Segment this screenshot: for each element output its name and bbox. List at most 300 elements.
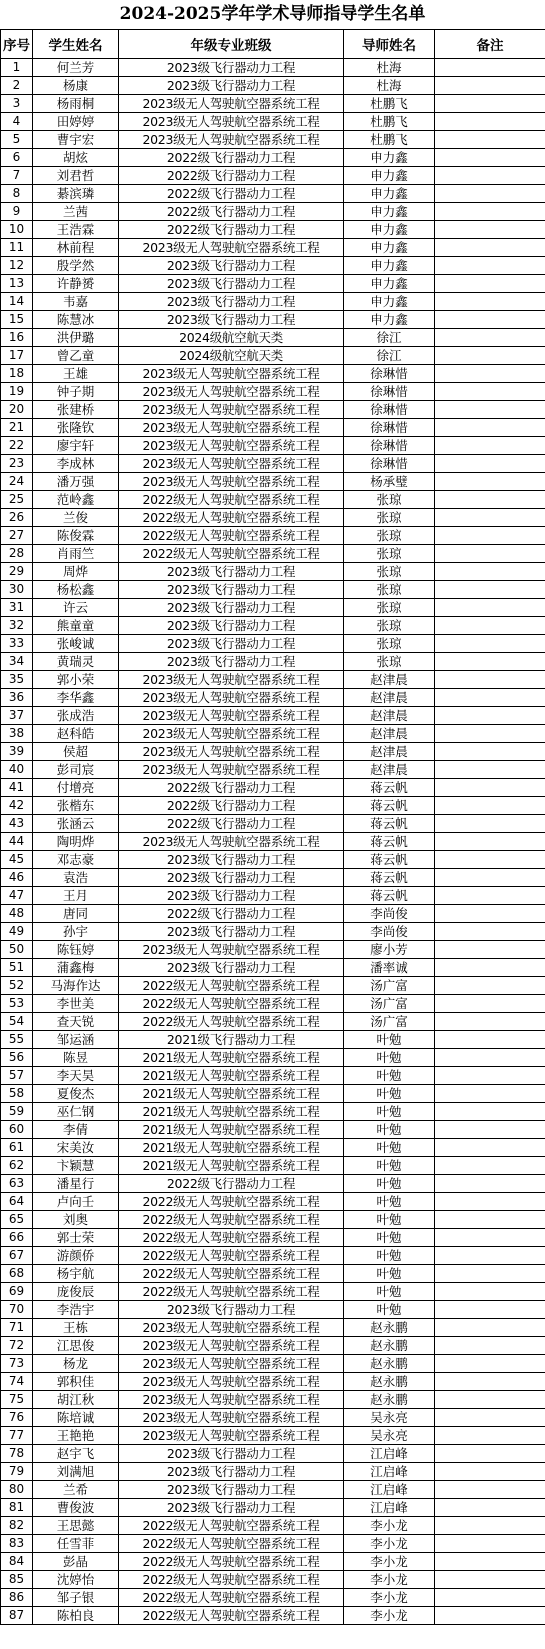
remark-cell <box>435 1049 545 1067</box>
student-name-cell: 兰俊 <box>33 509 119 527</box>
student-name-cell: 潘万强 <box>33 473 119 491</box>
table-row <box>1 275 545 293</box>
class-cell: 2021级无人驾驶航空器系统工程 <box>119 1103 344 1121</box>
row-index-cell: 38 <box>1 725 33 743</box>
remark-cell <box>435 1013 545 1031</box>
class-cell: 2021级无人驾驶航空器系统工程 <box>119 1085 344 1103</box>
row-index-cell: 76 <box>1 1409 33 1427</box>
class-cell: 2023级无人驾驶航空器系统工程 <box>119 671 344 689</box>
class-cell: 2023级飞行器动力工程 <box>119 887 344 905</box>
student-name-cell: 陈培诚 <box>33 1409 119 1427</box>
table-row <box>1 1229 545 1247</box>
class-cell: 2022级无人驾驶航空器系统工程 <box>119 977 344 995</box>
class-cell: 2023级飞行器动力工程 <box>119 869 344 887</box>
remark-cell <box>435 1247 545 1265</box>
remark-cell <box>435 779 545 797</box>
class-cell: 2023级无人驾驶航空器系统工程 <box>119 743 344 761</box>
table-row <box>1 473 545 491</box>
row-index-cell: 14 <box>1 293 33 311</box>
remark-cell <box>435 1445 545 1463</box>
remark-cell <box>435 1355 545 1373</box>
class-cell: 2021级无人驾驶航空器系统工程 <box>119 1049 344 1067</box>
remark-cell <box>435 761 545 779</box>
table-row <box>1 419 545 437</box>
student-name-cell: 卞颖慧 <box>33 1157 119 1175</box>
advisor-cell: 叶勉 <box>344 1265 435 1283</box>
student-name-cell: 曾乙童 <box>33 347 119 365</box>
remark-cell <box>435 1265 545 1283</box>
remark-cell <box>435 815 545 833</box>
table-row <box>1 1463 545 1481</box>
class-cell: 2023级无人驾驶航空器系统工程 <box>119 689 344 707</box>
student-name-cell: 曹宇宏 <box>33 131 119 149</box>
class-cell: 2023级无人驾驶航空器系统工程 <box>119 761 344 779</box>
row-index-cell: 10 <box>1 221 33 239</box>
student-name-cell: 钟子期 <box>33 383 119 401</box>
class-cell: 2022级飞行器动力工程 <box>119 221 344 239</box>
student-name-cell: 胡江秋 <box>33 1391 119 1409</box>
remark-cell <box>435 95 545 113</box>
remark-cell <box>435 77 545 95</box>
advisor-cell: 叶勉 <box>344 1067 435 1085</box>
student-name-cell: 郭小荣 <box>33 671 119 689</box>
row-index-cell: 79 <box>1 1463 33 1481</box>
advisor-cell: 吴永亮 <box>344 1409 435 1427</box>
table-row <box>1 851 545 869</box>
advisor-cell: 蒋云帆 <box>344 815 435 833</box>
table-row <box>1 401 545 419</box>
row-index-cell: 68 <box>1 1265 33 1283</box>
student-name-cell: 王浩霖 <box>33 221 119 239</box>
class-cell: 2023级无人驾驶航空器系统工程 <box>119 1337 344 1355</box>
class-cell: 2023级飞行器动力工程 <box>119 1463 344 1481</box>
table-row <box>1 653 545 671</box>
table-row <box>1 797 545 815</box>
student-name-cell: 巫仁钢 <box>33 1103 119 1121</box>
advisor-cell: 叶勉 <box>344 1175 435 1193</box>
student-name-cell: 张楷东 <box>33 797 119 815</box>
row-index-cell: 36 <box>1 689 33 707</box>
student-name-cell: 江思俊 <box>33 1337 119 1355</box>
remark-cell <box>435 1067 545 1085</box>
class-cell: 2022级飞行器动力工程 <box>119 815 344 833</box>
row-index-cell: 62 <box>1 1157 33 1175</box>
row-index-cell: 29 <box>1 563 33 581</box>
class-cell: 2023级无人驾驶航空器系统工程 <box>119 707 344 725</box>
table-row <box>1 563 545 581</box>
row-index-cell: 1 <box>1 59 33 77</box>
remark-cell <box>435 1409 545 1427</box>
table-row <box>1 671 545 689</box>
student-name-cell: 王思懿 <box>33 1517 119 1535</box>
table-row <box>1 815 545 833</box>
remark-cell <box>435 293 545 311</box>
class-cell: 2023级飞行器动力工程 <box>119 59 344 77</box>
student-name-cell: 刘君哲 <box>33 167 119 185</box>
advisor-cell: 申力鑫 <box>344 203 435 221</box>
row-index-cell: 19 <box>1 383 33 401</box>
advisor-cell: 叶勉 <box>344 1193 435 1211</box>
class-cell: 2022级无人驾驶航空器系统工程 <box>119 545 344 563</box>
class-cell: 2022级无人驾驶航空器系统工程 <box>119 1589 344 1607</box>
table-row <box>1 131 545 149</box>
advisor-cell: 蒋云帆 <box>344 887 435 905</box>
row-index-cell: 6 <box>1 149 33 167</box>
student-name-cell: 范岭鑫 <box>33 491 119 509</box>
class-cell: 2023级无人驾驶航空器系统工程 <box>119 365 344 383</box>
row-index-cell: 46 <box>1 869 33 887</box>
row-index-cell: 21 <box>1 419 33 437</box>
advisor-cell: 杜鹏飞 <box>344 113 435 131</box>
student-name-cell: 李浩宇 <box>33 1301 119 1319</box>
class-cell: 2023级飞行器动力工程 <box>119 635 344 653</box>
student-name-cell: 侯超 <box>33 743 119 761</box>
table-row <box>1 1067 545 1085</box>
row-index-cell: 2 <box>1 77 33 95</box>
class-cell: 2023级无人驾驶航空器系统工程 <box>119 401 344 419</box>
student-name-cell: 熊童童 <box>33 617 119 635</box>
class-cell: 2022级无人驾驶航空器系统工程 <box>119 1229 344 1247</box>
row-index-cell: 20 <box>1 401 33 419</box>
advisor-cell: 张琼 <box>344 491 435 509</box>
row-index-cell: 53 <box>1 995 33 1013</box>
student-name-cell: 许云 <box>33 599 119 617</box>
class-cell: 2023级无人驾驶航空器系统工程 <box>119 437 344 455</box>
advisor-cell: 徐琳惜 <box>344 365 435 383</box>
remark-cell <box>435 707 545 725</box>
remark-cell <box>435 455 545 473</box>
remark-cell <box>435 905 545 923</box>
remark-cell <box>435 491 545 509</box>
class-cell: 2022级无人驾驶航空器系统工程 <box>119 1571 344 1589</box>
student-name-cell: 李世美 <box>33 995 119 1013</box>
row-index-cell: 47 <box>1 887 33 905</box>
class-cell: 2023级无人驾驶航空器系统工程 <box>119 1427 344 1445</box>
row-index-cell: 43 <box>1 815 33 833</box>
student-name-cell: 何兰芳 <box>33 59 119 77</box>
table-row <box>1 725 545 743</box>
table-row <box>1 1103 545 1121</box>
class-cell: 2023级无人驾驶航空器系统工程 <box>119 1373 344 1391</box>
student-name-cell: 王艳艳 <box>33 1427 119 1445</box>
table-row <box>1 905 545 923</box>
table-row <box>1 1013 545 1031</box>
table-row <box>1 257 545 275</box>
class-cell: 2023级飞行器动力工程 <box>119 257 344 275</box>
row-index-cell: 55 <box>1 1031 33 1049</box>
column-header-advisor: 导师姓名 <box>344 30 435 59</box>
remark-cell <box>435 689 545 707</box>
table-row <box>1 77 545 95</box>
advisor-cell: 廖小芳 <box>344 941 435 959</box>
table-row <box>1 1211 545 1229</box>
table-row <box>1 761 545 779</box>
student-name-cell: 王月 <box>33 887 119 905</box>
advisor-cell: 江启峰 <box>344 1499 435 1517</box>
class-cell: 2022级无人驾驶航空器系统工程 <box>119 1607 344 1625</box>
column-header-remark: 备注 <box>435 30 545 59</box>
remark-cell <box>435 1481 545 1499</box>
student-name-cell: 刘奥 <box>33 1211 119 1229</box>
advisor-cell: 叶勉 <box>344 1049 435 1067</box>
row-index-cell: 35 <box>1 671 33 689</box>
table-row <box>1 347 545 365</box>
table-row <box>1 707 545 725</box>
remark-cell <box>435 851 545 869</box>
remark-cell <box>435 1229 545 1247</box>
row-index-cell: 16 <box>1 329 33 347</box>
row-index-cell: 81 <box>1 1499 33 1517</box>
table-row <box>1 1481 545 1499</box>
remark-cell <box>435 1589 545 1607</box>
row-index-cell: 34 <box>1 653 33 671</box>
header-row <box>1 30 545 59</box>
student-name-cell: 庞俊辰 <box>33 1283 119 1301</box>
student-name-cell: 杨宇航 <box>33 1265 119 1283</box>
student-name-cell: 杨松鑫 <box>33 581 119 599</box>
advisor-cell: 徐琳惜 <box>344 419 435 437</box>
table-row <box>1 383 545 401</box>
student-name-cell: 蒲鑫梅 <box>33 959 119 977</box>
advisor-cell: 赵永鹏 <box>344 1355 435 1373</box>
class-cell: 2023级飞行器动力工程 <box>119 851 344 869</box>
row-index-cell: 69 <box>1 1283 33 1301</box>
row-index-cell: 73 <box>1 1355 33 1373</box>
row-index-cell: 22 <box>1 437 33 455</box>
class-cell: 2023级无人驾驶航空器系统工程 <box>119 725 344 743</box>
column-header-index: 序号 <box>1 30 33 59</box>
class-cell: 2023级飞行器动力工程 <box>119 959 344 977</box>
row-index-cell: 32 <box>1 617 33 635</box>
table-row <box>1 1049 545 1067</box>
row-index-cell: 7 <box>1 167 33 185</box>
student-name-cell: 马海作达 <box>33 977 119 995</box>
student-name-cell: 游颜侨 <box>33 1247 119 1265</box>
row-index-cell: 13 <box>1 275 33 293</box>
row-index-cell: 48 <box>1 905 33 923</box>
student-name-cell: 夏俊杰 <box>33 1085 119 1103</box>
remark-cell <box>435 545 545 563</box>
student-name-cell: 兰茜 <box>33 203 119 221</box>
remark-cell <box>435 437 545 455</box>
advisor-cell: 张琼 <box>344 527 435 545</box>
advisor-cell: 叶勉 <box>344 1085 435 1103</box>
remark-cell <box>435 203 545 221</box>
student-name-cell: 张建桥 <box>33 401 119 419</box>
row-index-cell: 84 <box>1 1553 33 1571</box>
student-name-cell: 宋美汝 <box>33 1139 119 1157</box>
table-row <box>1 311 545 329</box>
table-row <box>1 1193 545 1211</box>
table-row <box>1 1607 545 1625</box>
row-index-cell: 70 <box>1 1301 33 1319</box>
advisor-cell: 李尚俊 <box>344 923 435 941</box>
row-index-cell: 57 <box>1 1067 33 1085</box>
class-cell: 2023级飞行器动力工程 <box>119 1499 344 1517</box>
student-name-cell: 陈俊霖 <box>33 527 119 545</box>
row-index-cell: 63 <box>1 1175 33 1193</box>
row-index-cell: 51 <box>1 959 33 977</box>
advisor-cell: 蒋云帆 <box>344 869 435 887</box>
table-row <box>1 365 545 383</box>
page-title: 2024-2025学年学术导师指导学生名单 <box>119 4 426 24</box>
remark-cell <box>435 923 545 941</box>
student-name-cell: 赵科皓 <box>33 725 119 743</box>
advisor-cell: 申力鑫 <box>344 239 435 257</box>
class-cell: 2023级飞行器动力工程 <box>119 581 344 599</box>
table-header <box>1 30 545 59</box>
advisor-cell: 赵永鹏 <box>344 1319 435 1337</box>
remark-cell <box>435 869 545 887</box>
class-cell: 2023级飞行器动力工程 <box>119 563 344 581</box>
advisor-cell: 赵津晨 <box>344 725 435 743</box>
row-index-cell: 54 <box>1 1013 33 1031</box>
advisor-cell: 申力鑫 <box>344 185 435 203</box>
row-index-cell: 3 <box>1 95 33 113</box>
class-cell: 2022级无人驾驶航空器系统工程 <box>119 509 344 527</box>
table-row <box>1 167 545 185</box>
student-name-cell: 王雄 <box>33 365 119 383</box>
row-index-cell: 9 <box>1 203 33 221</box>
student-name-cell: 许静赟 <box>33 275 119 293</box>
student-name-cell: 陈慧冰 <box>33 311 119 329</box>
student-name-cell: 陶明烨 <box>33 833 119 851</box>
row-index-cell: 77 <box>1 1427 33 1445</box>
table-row <box>1 743 545 761</box>
table-row <box>1 1337 545 1355</box>
class-cell: 2022级无人驾驶航空器系统工程 <box>119 1535 344 1553</box>
table-row <box>1 1517 545 1535</box>
student-name-cell: 赵宇飞 <box>33 1445 119 1463</box>
table-row <box>1 221 545 239</box>
advisor-cell: 徐琳惜 <box>344 383 435 401</box>
class-cell: 2023级无人驾驶航空器系统工程 <box>119 95 344 113</box>
remark-cell <box>435 113 545 131</box>
remark-cell <box>435 527 545 545</box>
student-name-cell: 王栋 <box>33 1319 119 1337</box>
remark-cell <box>435 1553 545 1571</box>
table-row <box>1 329 545 347</box>
student-name-cell: 张峻诚 <box>33 635 119 653</box>
advisor-cell: 李尚俊 <box>344 905 435 923</box>
class-cell: 2021级无人驾驶航空器系统工程 <box>119 1121 344 1139</box>
row-index-cell: 37 <box>1 707 33 725</box>
advisor-cell: 汤广富 <box>344 977 435 995</box>
table-row <box>1 113 545 131</box>
remark-cell <box>435 473 545 491</box>
remark-cell <box>435 365 545 383</box>
table-row <box>1 1085 545 1103</box>
remark-cell <box>435 329 545 347</box>
advisor-cell: 赵永鹏 <box>344 1337 435 1355</box>
remark-cell <box>435 1085 545 1103</box>
remark-cell <box>435 1139 545 1157</box>
advisor-cell: 张琼 <box>344 581 435 599</box>
remark-cell <box>435 1535 545 1553</box>
class-cell: 2022级无人驾驶航空器系统工程 <box>119 491 344 509</box>
remark-cell <box>435 59 545 77</box>
advisor-cell: 徐琳惜 <box>344 455 435 473</box>
table-row <box>1 545 545 563</box>
student-name-cell: 郭积佳 <box>33 1373 119 1391</box>
row-index-cell: 45 <box>1 851 33 869</box>
class-cell: 2023级飞行器动力工程 <box>119 311 344 329</box>
class-cell: 2023级无人驾驶航空器系统工程 <box>119 131 344 149</box>
table-row <box>1 491 545 509</box>
advisor-cell: 叶勉 <box>344 1139 435 1157</box>
advisor-cell: 叶勉 <box>344 1103 435 1121</box>
class-cell: 2023级飞行器动力工程 <box>119 293 344 311</box>
advisor-cell: 叶勉 <box>344 1031 435 1049</box>
advisor-cell: 申力鑫 <box>344 167 435 185</box>
advisor-cell: 叶勉 <box>344 1211 435 1229</box>
advisor-cell: 赵津晨 <box>344 707 435 725</box>
class-cell: 2021级无人驾驶航空器系统工程 <box>119 1157 344 1175</box>
student-name-cell: 张隆钦 <box>33 419 119 437</box>
remark-cell <box>435 131 545 149</box>
student-name-cell: 杨龙 <box>33 1355 119 1373</box>
table-row <box>1 95 545 113</box>
advisor-cell: 叶勉 <box>344 1229 435 1247</box>
student-name-cell: 邓志豪 <box>33 851 119 869</box>
row-index-cell: 42 <box>1 797 33 815</box>
remark-cell <box>435 977 545 995</box>
remark-cell <box>435 1175 545 1193</box>
class-cell: 2022级飞行器动力工程 <box>119 185 344 203</box>
student-name-cell: 殷学然 <box>33 257 119 275</box>
advisor-cell: 汤广富 <box>344 995 435 1013</box>
student-name-cell: 胡炫 <box>33 149 119 167</box>
advisor-cell: 汤广富 <box>344 1013 435 1031</box>
student-name-cell: 洪伊璐 <box>33 329 119 347</box>
remark-cell <box>435 1103 545 1121</box>
remark-cell <box>435 1337 545 1355</box>
row-index-cell: 59 <box>1 1103 33 1121</box>
student-name-cell: 邹运涵 <box>33 1031 119 1049</box>
table-row <box>1 923 545 941</box>
advisor-cell: 申力鑫 <box>344 257 435 275</box>
class-cell: 2023级无人驾驶航空器系统工程 <box>119 455 344 473</box>
advisor-cell: 赵津晨 <box>344 761 435 779</box>
class-cell: 2024级航空航天类 <box>119 329 344 347</box>
student-name-cell: 张涵云 <box>33 815 119 833</box>
class-cell: 2022级无人驾驶航空器系统工程 <box>119 1193 344 1211</box>
student-name-cell: 兰希 <box>33 1481 119 1499</box>
class-cell: 2023级飞行器动力工程 <box>119 1301 344 1319</box>
remark-cell <box>435 995 545 1013</box>
advisor-cell: 叶勉 <box>344 1247 435 1265</box>
row-index-cell: 71 <box>1 1319 33 1337</box>
row-index-cell: 80 <box>1 1481 33 1499</box>
remark-cell <box>435 725 545 743</box>
class-cell: 2023级无人驾驶航空器系统工程 <box>119 1391 344 1409</box>
remark-cell <box>435 167 545 185</box>
advisor-cell: 杜鹏飞 <box>344 95 435 113</box>
advisor-cell: 杜海 <box>344 59 435 77</box>
class-cell: 2023级飞行器动力工程 <box>119 923 344 941</box>
advisor-cell: 徐江 <box>344 329 435 347</box>
table-row <box>1 689 545 707</box>
advisor-cell: 申力鑫 <box>344 221 435 239</box>
class-cell: 2023级飞行器动力工程 <box>119 275 344 293</box>
row-index-cell: 67 <box>1 1247 33 1265</box>
advisor-cell: 申力鑫 <box>344 275 435 293</box>
row-index-cell: 87 <box>1 1607 33 1625</box>
class-cell: 2022级无人驾驶航空器系统工程 <box>119 1247 344 1265</box>
table-row <box>1 941 545 959</box>
roster-table <box>0 29 545 1625</box>
row-index-cell: 23 <box>1 455 33 473</box>
